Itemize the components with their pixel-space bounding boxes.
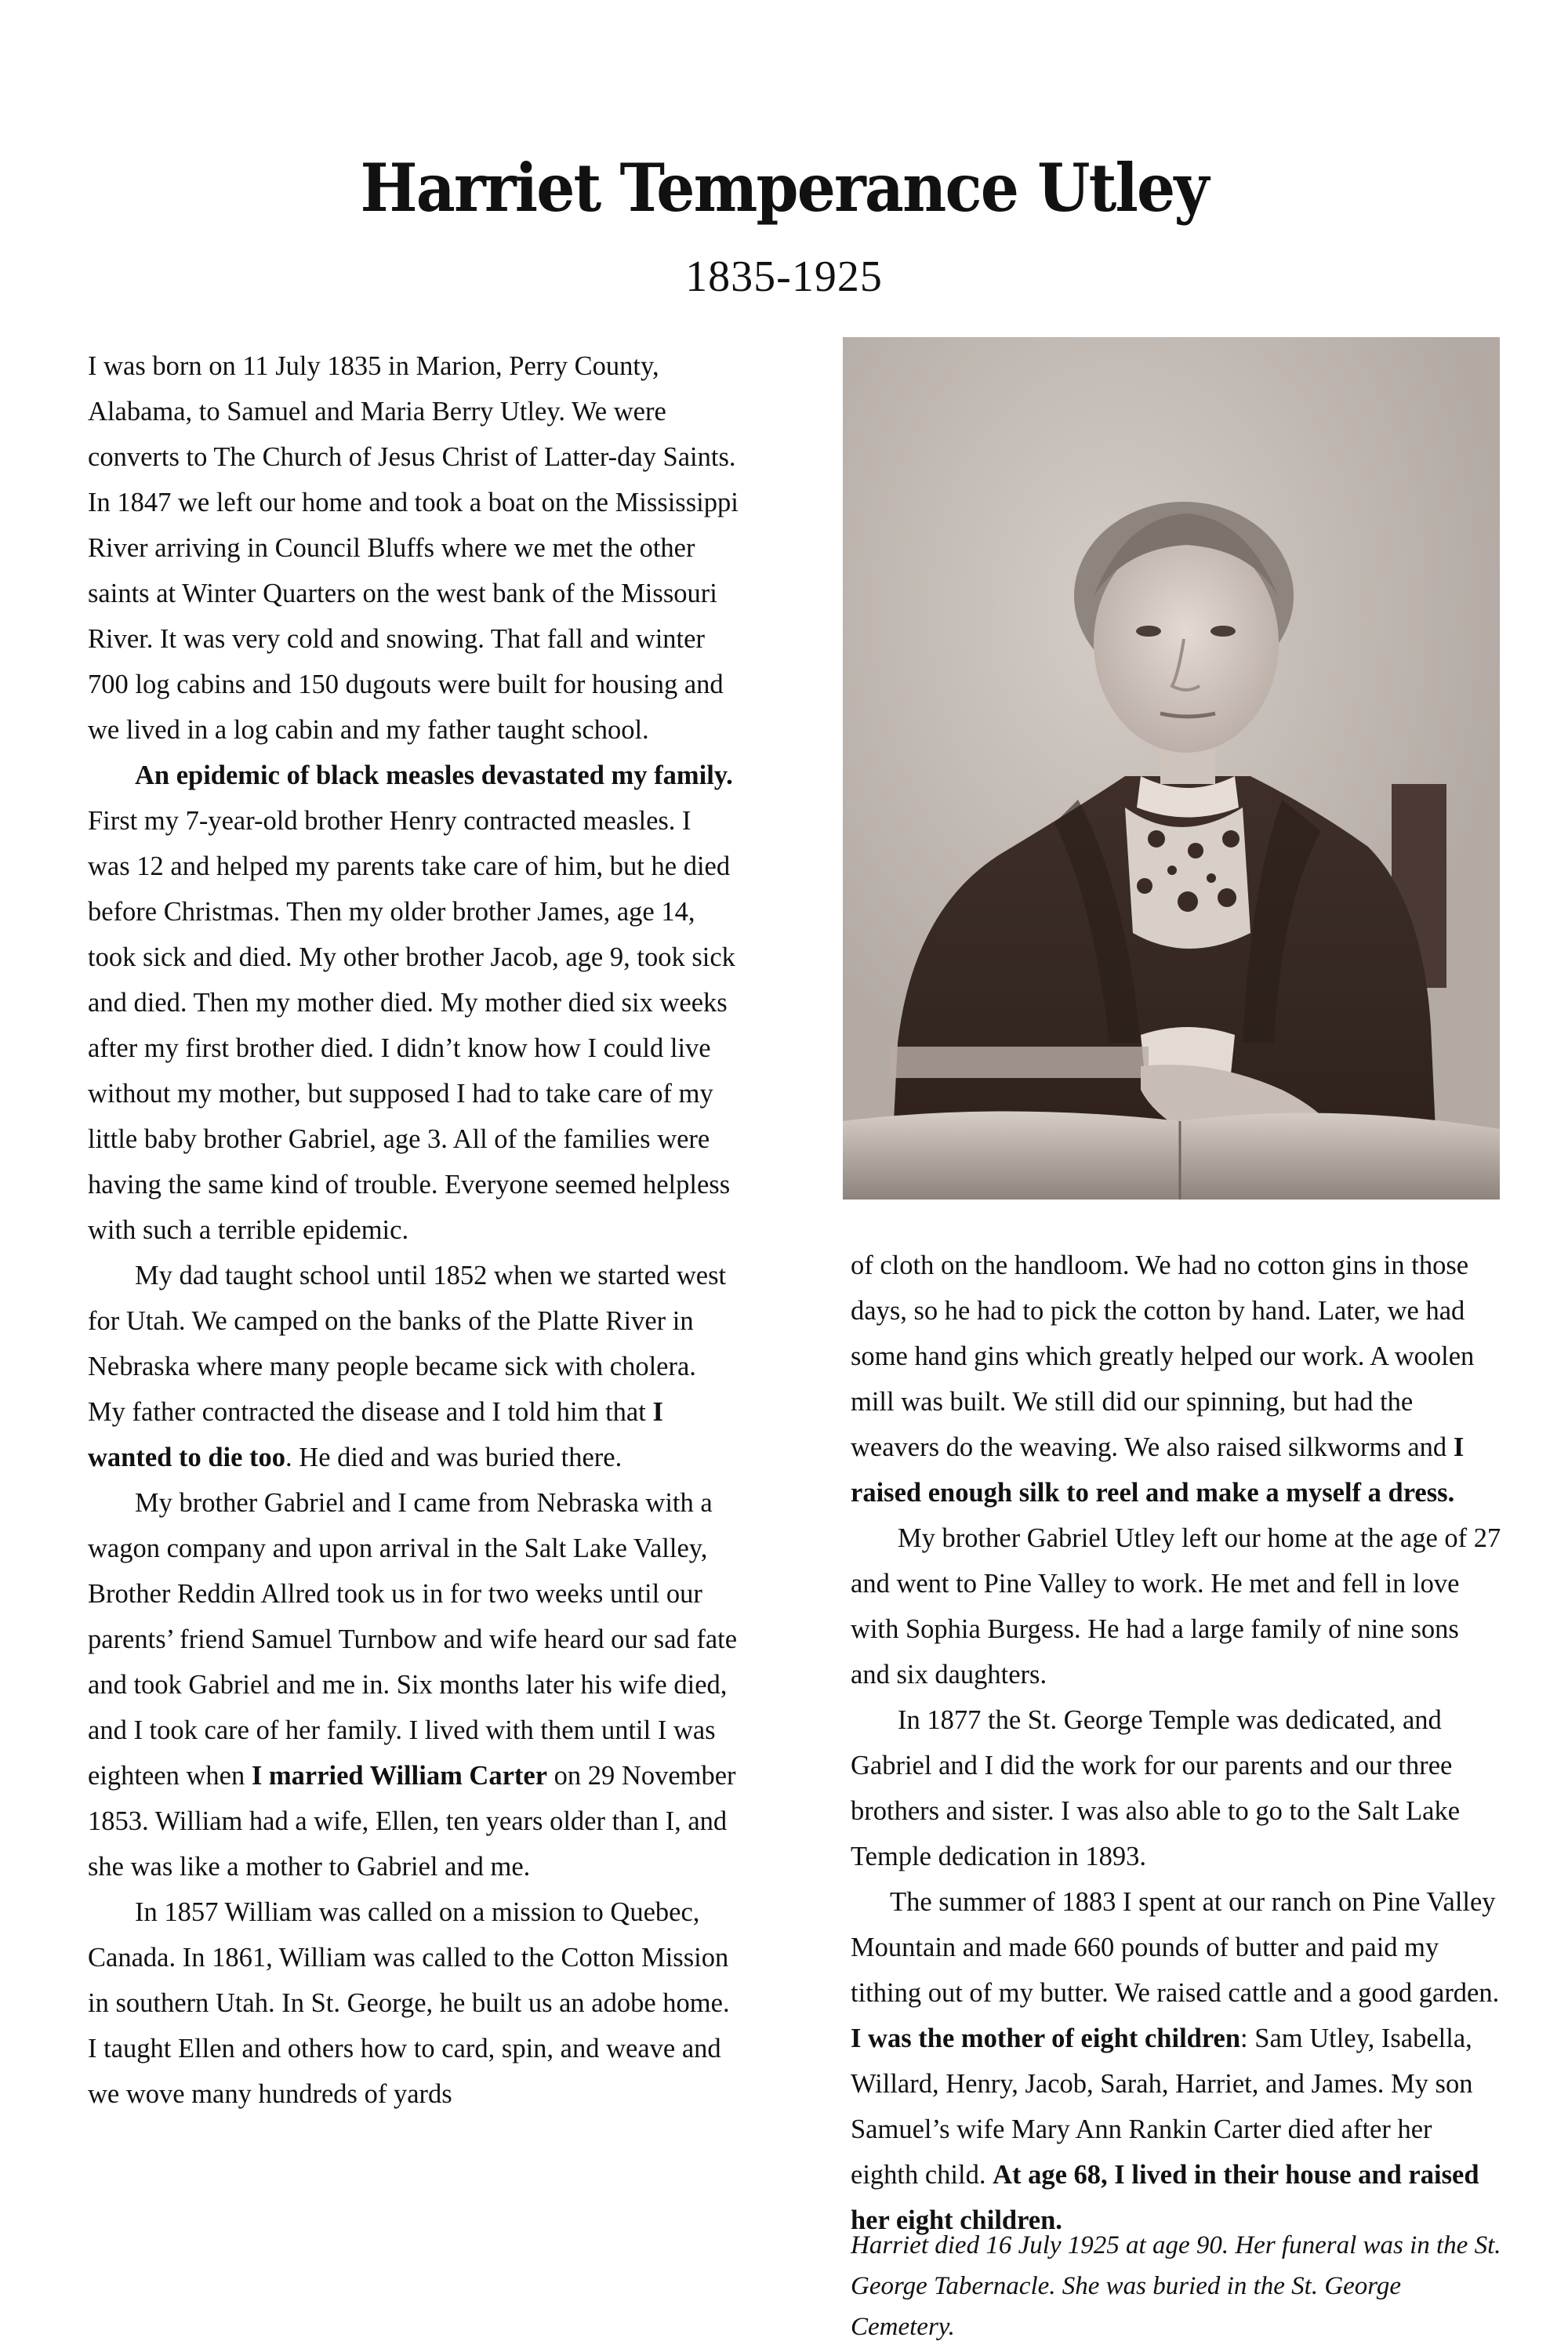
paragraph-birth: I was born on 11 July 1835 in Marion, Perry County, Alabama, to Samuel and Maria Berry Utley. We were converts to The Church of Jesus Christ of Latter-day Saints. In 1847 we left our home and took a boat on the Mississippi River arriving in Council Bluffs where we met the other saints at Winter Quarters on the west bank of the Missouri River. It was very cold and snowing. That fall and winter 700 log cabins and 150 dugouts were built for housing and we lived in a log cabin and my father taught school. <box>88 351 739 745</box>
emphasis-wanted-to-die: I wanted to die too <box>88 1397 663 1472</box>
emphasis-age-68: At age 68, I lived in their house and raised her eight children. <box>851 2160 1479 2235</box>
paragraph-journey-west: My dad taught school until 1852 when we started west for Utah. We camped on the banks of the Platte River in Nebraska where many people became sick with cholera. My father contracted the disease and I told him that I wanted to die too. He died and was buried there. <box>88 1261 727 1472</box>
emphasis-silk-dress: I raised enough silk to reel and make a myself a dress. <box>851 1432 1465 1508</box>
life-dates: 1835-1925 <box>685 252 883 301</box>
paragraph-cloth-silk: of cloth on the handloom. We had no cotton gins in those days, so he had to pick the cotton by hand. Later, we had some hand gins which greatly helped our work. A woolen mill was built. We still did our spinning, but had the weavers do the weaving. We also raised silkworms and I raised enough silk to reel and make a myself a dress. <box>851 1250 1475 1508</box>
paragraph-cotton-mission: In 1857 William was called on a mission to Quebec, Canada. In 1861, William was called to the Cotton Mission in southern Utah. In St. George, he built us an adobe home. I taught Ellen and others how to card, spin, and weave and we wove many hundreds of yards <box>88 1897 730 2109</box>
emphasis-epidemic: An epidemic of black measles devastated my family. <box>135 760 733 790</box>
portrait-illustration <box>843 337 1500 1200</box>
emphasis-married: I married William Carter <box>251 1761 548 1791</box>
emphasis-eight-children: I was the mother of eight children <box>851 2024 1241 2053</box>
paragraph-ranch-children: The summer of 1883 I spent at our ranch on Pine Valley Mountain and made 660 pounds of butter and paid my tithing out of my butter. We raised cattle and a good garden. I was the mother of eight children: Sam Utley, Isabella, Willard, Henry, Jacob, Sarah, Harriet, and James. My son Samuel’s wife Mary Ann Rankin Carter died after her eighth child. At age 68, I lived in their house and raised her eight children. <box>851 1887 1500 2235</box>
biography-left-column <box>88 343 739 2117</box>
paragraph-salt-lake-marriage: My brother Gabriel and I came from Nebraska with a wagon company and upon arrival in the Salt Lake Valley, Brother Reddin Allred took us in for two weeks until our parents’ friend Samuel Turnbow and wife heard our sad fate and took Gabriel and me in. Six months later his wife died, and I took care of her family. I lived with them until I was eighteen when I married William Carter on 29 November 1853. William had a wife, Ellen, ten years older than I, and she was like a mother to Gabriel and me. <box>88 1488 738 1882</box>
page-title: Harriet Temperance Utley <box>360 149 1208 227</box>
portrait-photo <box>843 337 1500 1200</box>
paragraph-temple: In 1877 the St. George Temple was dedicated, and Gabriel and I did the work for our parents and our three brothers and sister. I was also able to go to the Salt Lake Temple dedication in 1893. <box>851 1705 1461 1871</box>
biography-right-column <box>851 1243 1501 2243</box>
paragraph-epidemic: An epidemic of black measles devastated my family. First my 7-year-old brother Henry contracted measles. I was 12 and helped my parents take care of him, but he died before Christmas. Then my older brother James, age 14, took sick and died. My other brother Jacob, age 9, took sick and died. Then my mother died. My mother died six weeks after my first brother died. I didn’t know how I could live without my mother, but supposed I had to take care of my little baby brother Gabriel, age 3. All of the families were having the same kind of trouble. Everyone seemed helpless with such a terrible epidemic. <box>88 760 735 1245</box>
epilogue-note: Harriet died 16 July 1925 at age 90. Her funeral was in the St. George Tabernacle. She was buried in the St. George Cemetery. <box>851 2231 1501 2341</box>
paragraph-gabriel: My brother Gabriel Utley left our home at the age of 27 and went to Pine Valley to work. He met and fell in love with Sophia Burgess. He had a large family of nine sons and six daughters. <box>851 1523 1501 1690</box>
